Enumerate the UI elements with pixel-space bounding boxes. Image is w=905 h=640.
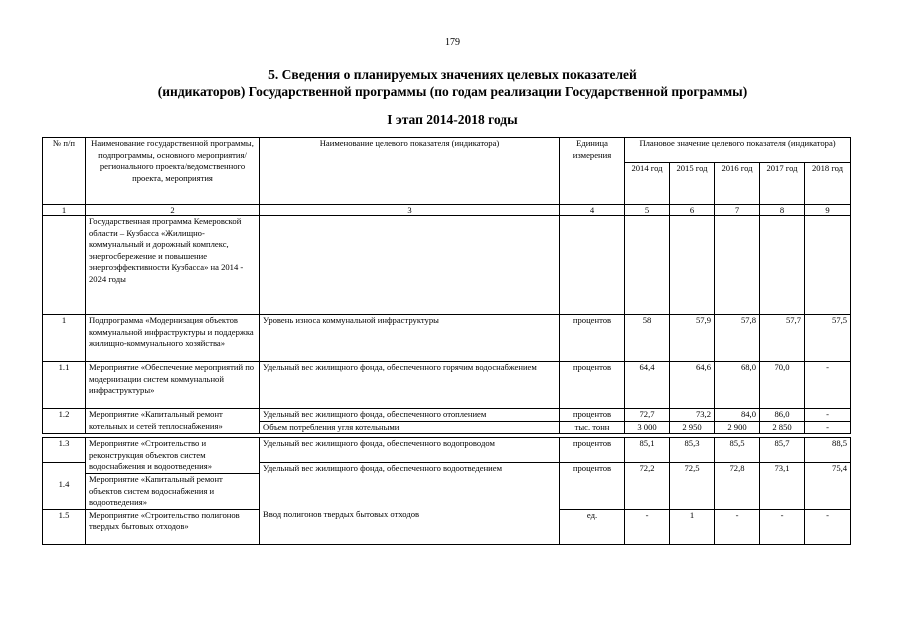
header-year-2018: 2018 год	[805, 163, 851, 205]
row-unit: процентов	[560, 409, 625, 422]
table-row	[43, 216, 851, 315]
header-year-2014: 2014 год	[625, 163, 670, 205]
row-num: 1.5	[43, 509, 86, 544]
value-cell: 57,9	[670, 315, 715, 362]
value-cell: 84,0	[715, 409, 760, 422]
header-row	[43, 138, 851, 163]
row-indicator: Объем потребления угля котельными	[260, 421, 560, 434]
row-program: Мероприятие «Капитальный ремонт объектов систем водоснабжения и водоотведения»	[86, 473, 260, 509]
value-cell: 73,1	[760, 463, 805, 510]
row-indicator: Удельный вес жилищного фонда, обеспеченного водопроводом	[260, 438, 560, 463]
stage-subtitle: I этап 2014-2018 годы	[387, 112, 518, 127]
row-indicator: Ввод полигонов твердых бытовых отходов	[260, 509, 560, 544]
row-num: 1.1	[43, 362, 86, 409]
indicators-table	[42, 137, 851, 545]
header-program: Наименование государственной программы, подпрограммы, основного мероприятия/регионального проекта/ведомственного проекта, мероприятия	[86, 138, 260, 205]
table-row	[43, 315, 851, 362]
section-title	[0, 66, 905, 100]
value-cell: 1	[670, 509, 715, 544]
value-cell: 64,6	[670, 362, 715, 409]
row-num: 1.4	[43, 463, 86, 510]
column-number: 6	[670, 205, 715, 216]
value-cell: 68,0	[715, 362, 760, 409]
value-cell: 2 950	[670, 421, 715, 434]
row-program: Мероприятие «Капитальный ремонт котельных и сетей теплоснабжения»	[86, 409, 260, 434]
value-cell: 85,7	[760, 438, 805, 463]
row-program: Мероприятие «Строительство полигонов твердых бытовых отходов»	[86, 509, 260, 544]
program-name: Государственная программа Кемеровской области – Кузбасса «Жилищно-коммунальный и дорожный комплекс, энергосбережение и повышение энергоэффективности Кузбасса» на 2014 - 2024 годы	[86, 216, 260, 315]
value-cell: 57,7	[760, 315, 805, 362]
column-number: 2	[86, 205, 260, 216]
value-cell: 57,5	[805, 315, 851, 362]
value-cell: 64,4	[625, 362, 670, 409]
header-year-2017: 2017 год	[760, 163, 805, 205]
value-cell: 3 000	[625, 421, 670, 434]
value-cell: 88,5	[805, 438, 851, 463]
value-cell: 70,0	[760, 362, 805, 409]
value-cell: 86,0	[760, 409, 805, 422]
row-program: Мероприятие «Обеспечение мероприятий по модернизации систем коммунальной инфраструктуры»	[86, 362, 260, 409]
table-row	[43, 509, 851, 544]
column-number: 3	[260, 205, 560, 216]
value-cell: 73,2	[670, 409, 715, 422]
value-cell: -	[760, 509, 805, 544]
row-unit: процентов	[560, 463, 625, 510]
value-cell: 57,8	[715, 315, 760, 362]
value-cell: -	[625, 509, 670, 544]
column-number: 4	[560, 205, 625, 216]
table-row	[43, 409, 851, 422]
header-plan: Плановое значение целевого показателя (индикатора)	[625, 138, 851, 163]
column-number: 5	[625, 205, 670, 216]
row-unit: процентов	[560, 438, 625, 463]
row-indicator: Удельный вес жилищного фонда, обеспеченного горячим водоснабжением	[260, 362, 560, 409]
row-indicator: Уровень износа коммунальной инфраструктуры	[260, 315, 560, 362]
header-unit: Единица измерения	[560, 138, 625, 205]
row-unit: процентов	[560, 362, 625, 409]
value-cell: 2 900	[715, 421, 760, 434]
value-cell: 72,7	[625, 409, 670, 422]
header-year-2016: 2016 год	[715, 163, 760, 205]
value-cell: 75,4	[805, 463, 851, 510]
row-program: Мероприятие «Строительство и реконструкция объектов систем водоснабжения и водоотведения»	[86, 438, 260, 474]
value-cell: -	[805, 421, 851, 434]
table-row	[43, 362, 851, 409]
row-num: 1.2	[43, 409, 86, 434]
row-indicator: Удельный вес жилищного фонда, обеспеченного отоплением	[260, 409, 560, 422]
header-year-2015: 2015 год	[670, 163, 715, 205]
row-unit: ед.	[560, 509, 625, 544]
value-cell: 85,5	[715, 438, 760, 463]
value-cell: -	[715, 509, 760, 544]
row-unit: процентов	[560, 315, 625, 362]
title-line-1: 5. Сведения о планируемых значениях целевых показателей	[268, 67, 637, 82]
header-indicator: Наименование целевого показателя (индикатора)	[260, 138, 560, 205]
column-number: 7	[715, 205, 760, 216]
header-num: № п/п	[43, 138, 86, 205]
value-cell: -	[805, 509, 851, 544]
row-unit: тыс. тонн	[560, 421, 625, 434]
value-cell: -	[805, 362, 851, 409]
column-number: 8	[760, 205, 805, 216]
value-cell: 72,5	[670, 463, 715, 510]
table-row	[43, 438, 851, 463]
row-num: 1.3	[43, 438, 86, 463]
page-number: 179	[445, 37, 460, 48]
row-num: 1	[43, 315, 86, 362]
column-number: 9	[805, 205, 851, 216]
value-cell: 2 850	[760, 421, 805, 434]
value-cell: 85,1	[625, 438, 670, 463]
value-cell: 72,8	[715, 463, 760, 510]
title-line-2: (индикаторов) Государственной программы (по годам реализации Государственной программы)	[157, 84, 748, 99]
value-cell: 85,3	[670, 438, 715, 463]
value-cell: 72,2	[625, 463, 670, 510]
column-number: 1	[43, 205, 86, 216]
column-number-row	[43, 205, 851, 216]
value-cell: 58	[625, 315, 670, 362]
row-indicator: Удельный вес жилищного фонда, обеспеченного водоотведением	[260, 463, 560, 510]
row-program: Подпрограмма «Модернизация объектов коммунальной инфраструктуры и поддержка жилищно-коммунального хозяйства»	[86, 315, 260, 362]
value-cell: -	[805, 409, 851, 422]
